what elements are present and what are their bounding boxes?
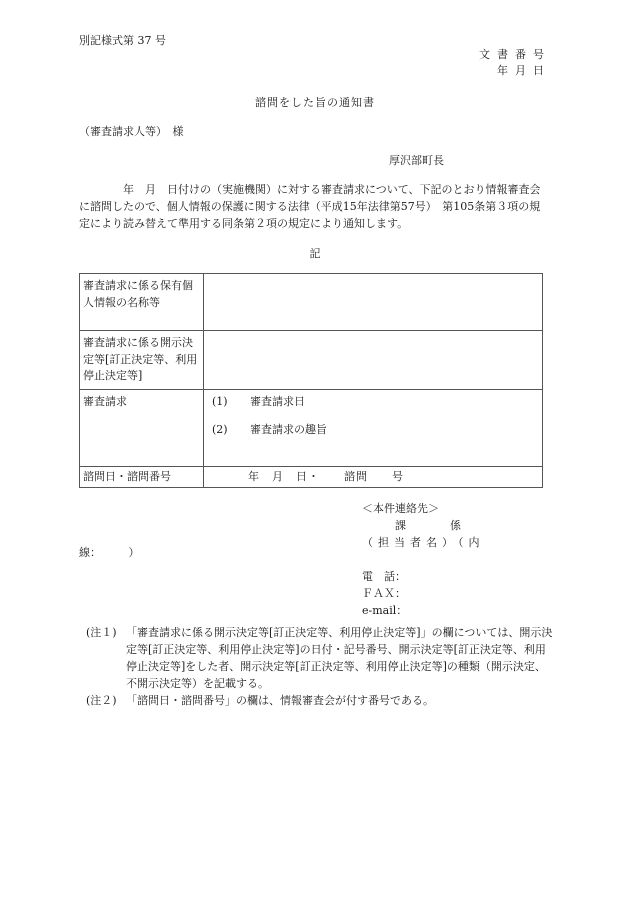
contact-extension: 線： ） [79,546,140,559]
note-item [86,624,556,692]
body-paragraph: 年 月 日付けの（実施機関）に対する審査請求について、下記のとおり情報審査会に諮問したので、個人情報の保護に関する法律（平成15年法律第57号） 第105条第３項の規定により読み替えて準用する同条第２項の規定により通知します。 [79,183,541,231]
request-subitem [207,422,539,439]
contact-person: （担当者名）（内 [362,536,485,550]
note-text: 「審査請求に係る開示決定等[訂正決定等、利用停止決定等]」の欄については、開示決定等[訂正決定等、利用停止決定等]の日付・記号番号、開示決定等[訂正決定等、利用停止決定等]をした者、開示決定等[訂正決定等、利用停止決定等]の種類（開示決定、不開示決定等）を記載する。 [126,626,553,691]
note-text: 「諮問日・諮問番号」の欄は、情報審査会が付す番号である。 [126,694,434,708]
subitem-number: (2) [212,423,228,436]
note-label: (注２) [86,694,117,708]
contact-section: 課 係 [362,519,461,533]
request-subitem [207,394,539,411]
notes [86,624,556,709]
row-value-request [204,389,543,466]
note-item [86,692,556,709]
table-row [80,466,543,488]
ki-heading: 記 [309,247,321,260]
subitem-number: (1) [212,394,228,408]
contact-fax: ＦＡＸ： [362,587,406,601]
note-label: (注１) [86,626,117,639]
contact-email: e-mail： [362,604,408,618]
row-value-inquiry-date: 年 月 日・ 諮問 号 [204,466,543,488]
contact-spacer [362,551,485,568]
row-label-personal-info: 審査請求に係る保有個人情報の名称等 [80,274,204,331]
contact-phone: 電 話： [362,570,406,584]
row-label-inquiry-date: 諮問日・諮問番号 [80,466,204,488]
row-value-disclosure-decision [204,331,543,390]
contact-heading: ＜本件連絡先＞ [362,502,439,515]
subitem-text: 審査請求日 [250,394,305,408]
row-value-personal-info [204,274,543,331]
document-number-label: 文書番号 [479,48,551,61]
table-row [80,331,543,390]
document-date-label: 年月日 [497,64,551,77]
sender: 厚沢部町長 [389,154,444,167]
contact-block [362,500,485,619]
row-label-disclosure-decision: 審査請求に係る開示決定等[訂正決定等、利用停止決定等] [80,331,204,390]
info-table [79,273,543,488]
form-number: 別記様式第 37 号 [79,34,166,47]
row-label-request: 審査請求 [80,389,204,466]
subitem-text: 審査請求の趣旨 [250,423,327,436]
document-title: 諮問をした旨の通知書 [255,96,375,109]
table-row [80,389,543,466]
table-row [80,274,543,331]
addressee: （審査請求人等） 様 [79,125,184,138]
